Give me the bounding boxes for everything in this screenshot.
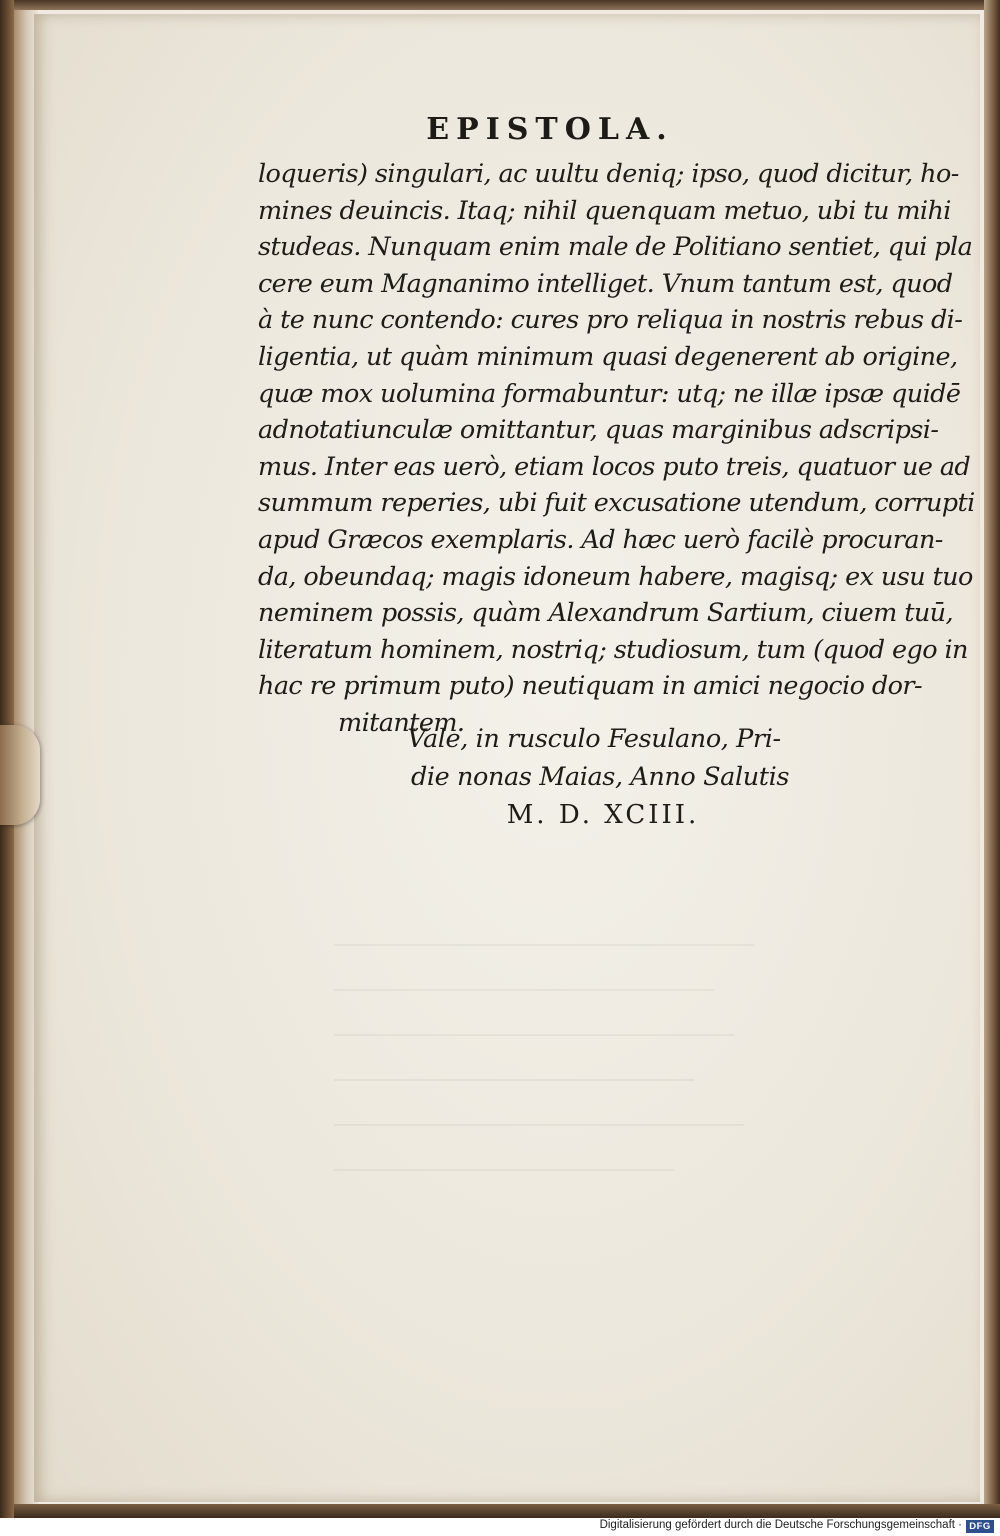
footer-credit: Digitalisierung gefördert durch die Deutsche Forschungsgemeinschaft ·: [599, 1519, 962, 1531]
book-cover-right-edge: [984, 0, 1000, 1518]
text-line: studeas. Nunquam enim male de Politiano sentiet, qui pla: [258, 232, 973, 263]
show-through-line: [334, 989, 714, 991]
closing-line: Vale, in rusculo Fesulano, Pri-: [407, 724, 781, 754]
epistle-text: [258, 156, 975, 742]
text-line: neminem possis, quàm Alexandrum Sartium, ciuem tuū,: [258, 598, 953, 629]
show-through-line: [334, 1034, 734, 1036]
text-line: da, obeundaq; magis idoneum habere, magisq; ex usu tuo: [258, 561, 973, 592]
year-line: M. D. XCIII.: [506, 800, 700, 830]
show-through-line: [334, 944, 754, 946]
closing-line: die nonas Maias, Anno Salutis: [410, 762, 790, 792]
text-line: loqueris) singulari, ac uultu deniq; ipso, quod dicitur, ho-: [258, 159, 959, 189]
text-line: hac re primum puto) neutiquam in amici negocio dor-: [258, 671, 922, 702]
dfg-logo-icon: DFG: [966, 1520, 994, 1533]
show-through-line: [334, 1169, 674, 1171]
text-line: mus. Inter eas uerò, etiam locos puto treis, quatuor ue ad: [258, 451, 971, 482]
book-cover-bottom-edge: [0, 1504, 1000, 1518]
book-cover-top-edge: [0, 0, 1000, 10]
text-line: quæ mox uolumina formabuntur: utq; ne illæ ipsæ quidē: [258, 378, 961, 409]
text-line: cere eum Magnanimo intelliget. Vnum tantum est, quod: [258, 268, 953, 299]
text-line: adnotatiunculæ omittantur, quas marginibus adscripsi-: [258, 415, 939, 446]
page-heading: EPISTOLA.: [426, 112, 674, 147]
text-line: literatum hominem, nostriq; studiosum, tum (quod ego in: [258, 634, 968, 665]
text-line: ligentia, ut quàm minimum quasi degenerent ab origine,: [258, 341, 958, 372]
text-line-final: mitantem.: [338, 707, 465, 738]
text-line: à te nunc contendo: cures pro reliqua in nostris rebus di-: [258, 305, 963, 336]
text-line: apud Græcos exemplaris. Ad hæc uerò facilè procuran-: [258, 524, 943, 555]
text-line: mines deuincis. Itaq; nihil quenquam metuo, ubi tu mihi: [258, 195, 951, 226]
show-through-line: [334, 1079, 694, 1081]
show-through-line: [334, 1124, 744, 1126]
text-line: summum reperies, ubi fuit excusatione utendum, corrupti: [258, 488, 975, 519]
